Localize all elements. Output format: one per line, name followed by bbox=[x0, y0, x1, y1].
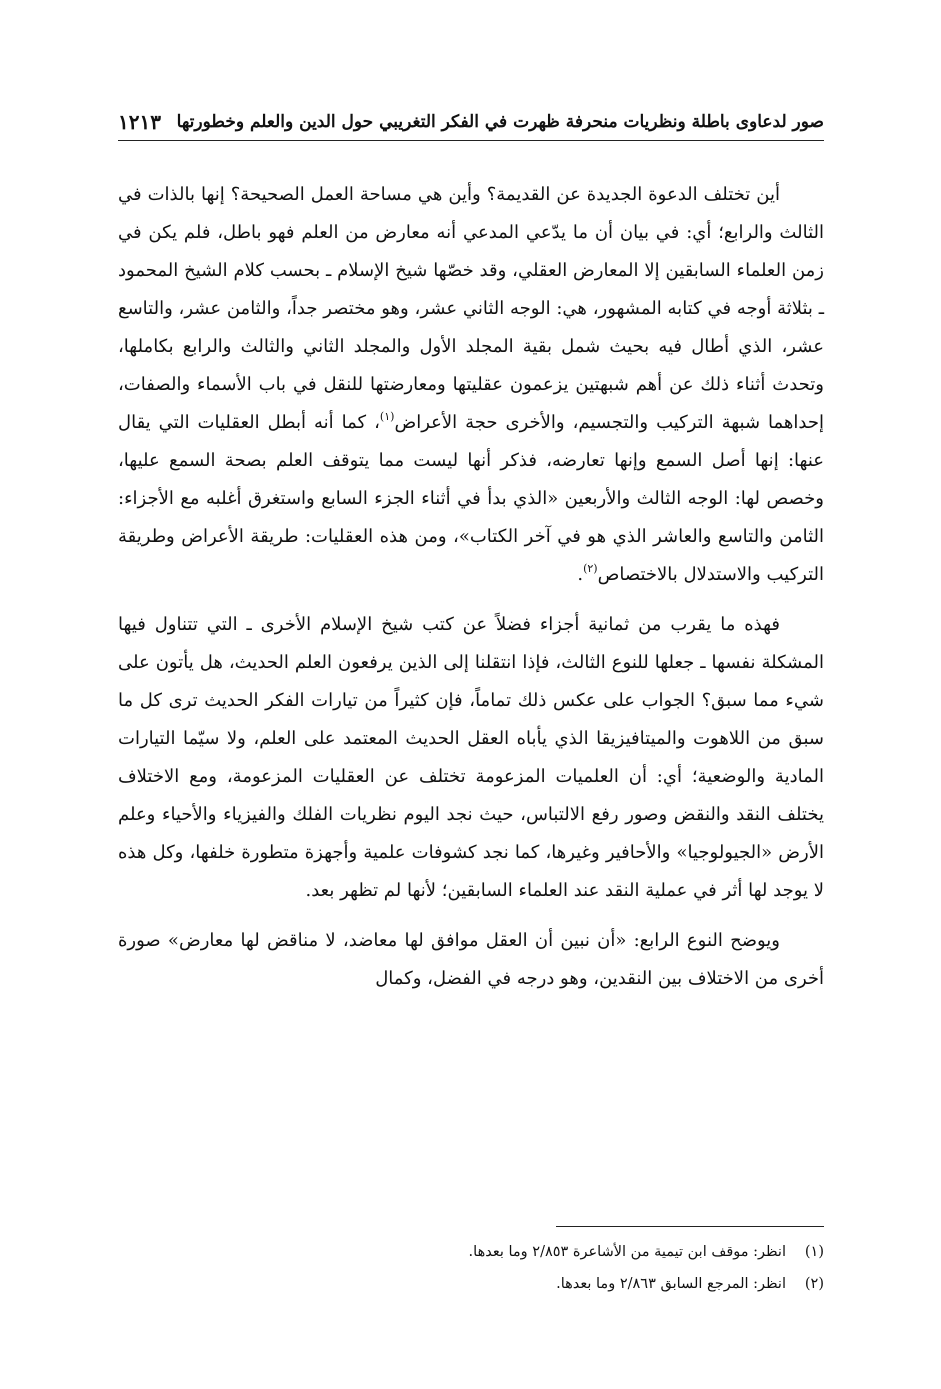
running-title: صور لدعاوى باطلة ونظريات منحرفة ظهرت في الفكر التغريبي حول الدين والعلم وخطورتها bbox=[176, 112, 824, 132]
paragraph-1-text-a: أين تختلف الدعوة الجديدة عن القديمة؟ وأين هي مساحة العمل الصحيحة؟ إنها بالذات في الثالث والرابع؛ أي: في بيان أن ما يدّعي المدعي أنه معارض من العلم فهو باطل، فلم يكن في زمن العلماء السابقين إلا المعارض العقلي، وقد خصّها شيخ الإسلام ـ بحسب كلام الشيخ المحمود ـ بثلاثة أوجه في كتابه المشهور، هي: الوجه الثاني عشر، وهو مختصر جداً، والثامن عشر، والتاسع عشر، الذي أطال فيه بحيث شمل بقية المجلد الأول والمجلد الثاني والثالث والرابع بكاملها، وتحدث أثناء ذلك عن أهم شبهتين يزعمون عقليتها ومعارضتها للنقل في باب الأسماء والصفات، إحداهما شبهة التركيب والتجسيم، والأخرى حجة الأعراض bbox=[118, 184, 824, 433]
paragraph-3: ويوضح النوع الرابع: «أن نبين أن العقل موافق لها معاضد، لا مناقض لها معارض» صورة أخرى من الاختلاف بين النقدين، وهو درجه في الفضل، وكمال bbox=[118, 930, 824, 989]
paragraph-2: فهذه ما يقرب من ثمانية أجزاء فضلاً عن كتب شيخ الإسلام الأخرى ـ التي تتناول فيها المشكلة نفسها ـ جعلها للنوع الثالث، فإذا انتقلنا إلى الذين يرفعون العلم الحديث، هل يأتون على شيء مما سبق؟ الجواب على عكس ذلك تماماً، فإن كثيراً من تيارات الفكر الحديث ترى كل ما سبق من اللاهوت والميتافيزيقا الذي يأباه العقل الحديث المعتمد على العلم، ولا سيّما التيارات المادية والوضعية؛ أي: أن العلميات المزعومة تختلف عن العقليات المزعومة، ومع الاختلاف يختلف النقد والنقض وصور رفع الالتباس، حيث نجد اليوم نظريات الفلك والفيزياء والأحياء وعلم الأرض «الجيولوجيا» والأحافير وغيرها، كما نجد كشوفات علمية وأجهزة متطورة خلفها، وكل هذه لا يوجد لها أثر في عملية النقد عند العلماء السابقين؛ لأنها لم تظهر بعد. bbox=[118, 614, 824, 901]
paragraph-1 bbox=[118, 176, 824, 594]
footnote-1 bbox=[118, 1236, 824, 1268]
footnote-ref-1: (١) bbox=[379, 410, 395, 423]
page-number: ١٢١٣ bbox=[118, 110, 161, 134]
footnote-1-number: (١) bbox=[804, 1244, 824, 1260]
footnote-1-text: انظر: موقف ابن تيمية من الأشاعرة ٢/٨٥٣ وما بعدها. bbox=[468, 1244, 786, 1260]
paragraph-1-text-end: . bbox=[577, 564, 584, 585]
footnote-ref-2: (٢) bbox=[583, 562, 598, 575]
footnote-divider bbox=[556, 1226, 824, 1227]
footnote-2-text: انظر: المرجع السابق ٢/٨٦٣ وما بعدها. bbox=[556, 1276, 786, 1292]
footnotes bbox=[118, 1236, 824, 1300]
main-text bbox=[118, 176, 824, 998]
footnote-2 bbox=[118, 1268, 824, 1300]
paragraph-1-text-b: ، كما أنه أبطل العقليات التي يقال عنها: إنها أصل السمع وإنها تعارضه، فذكر أنها ليست مما يتوقف العلم بصحة السمع عليها، وخصص لها: الوجه الثالث والأربعين «الذي بدأ في أثناء الجزء السابع واستغرق أغلبه مع الأجزاء: الثامن والتاسع والعاشر الذي هو في آخر الكتاب»، ومن هذه العقليات: طريقة الأعراض وطريقة التركيب والاستدلال بالاختصاص bbox=[118, 412, 824, 585]
footnote-2-number: (٢) bbox=[804, 1276, 824, 1292]
page-header bbox=[118, 104, 824, 141]
